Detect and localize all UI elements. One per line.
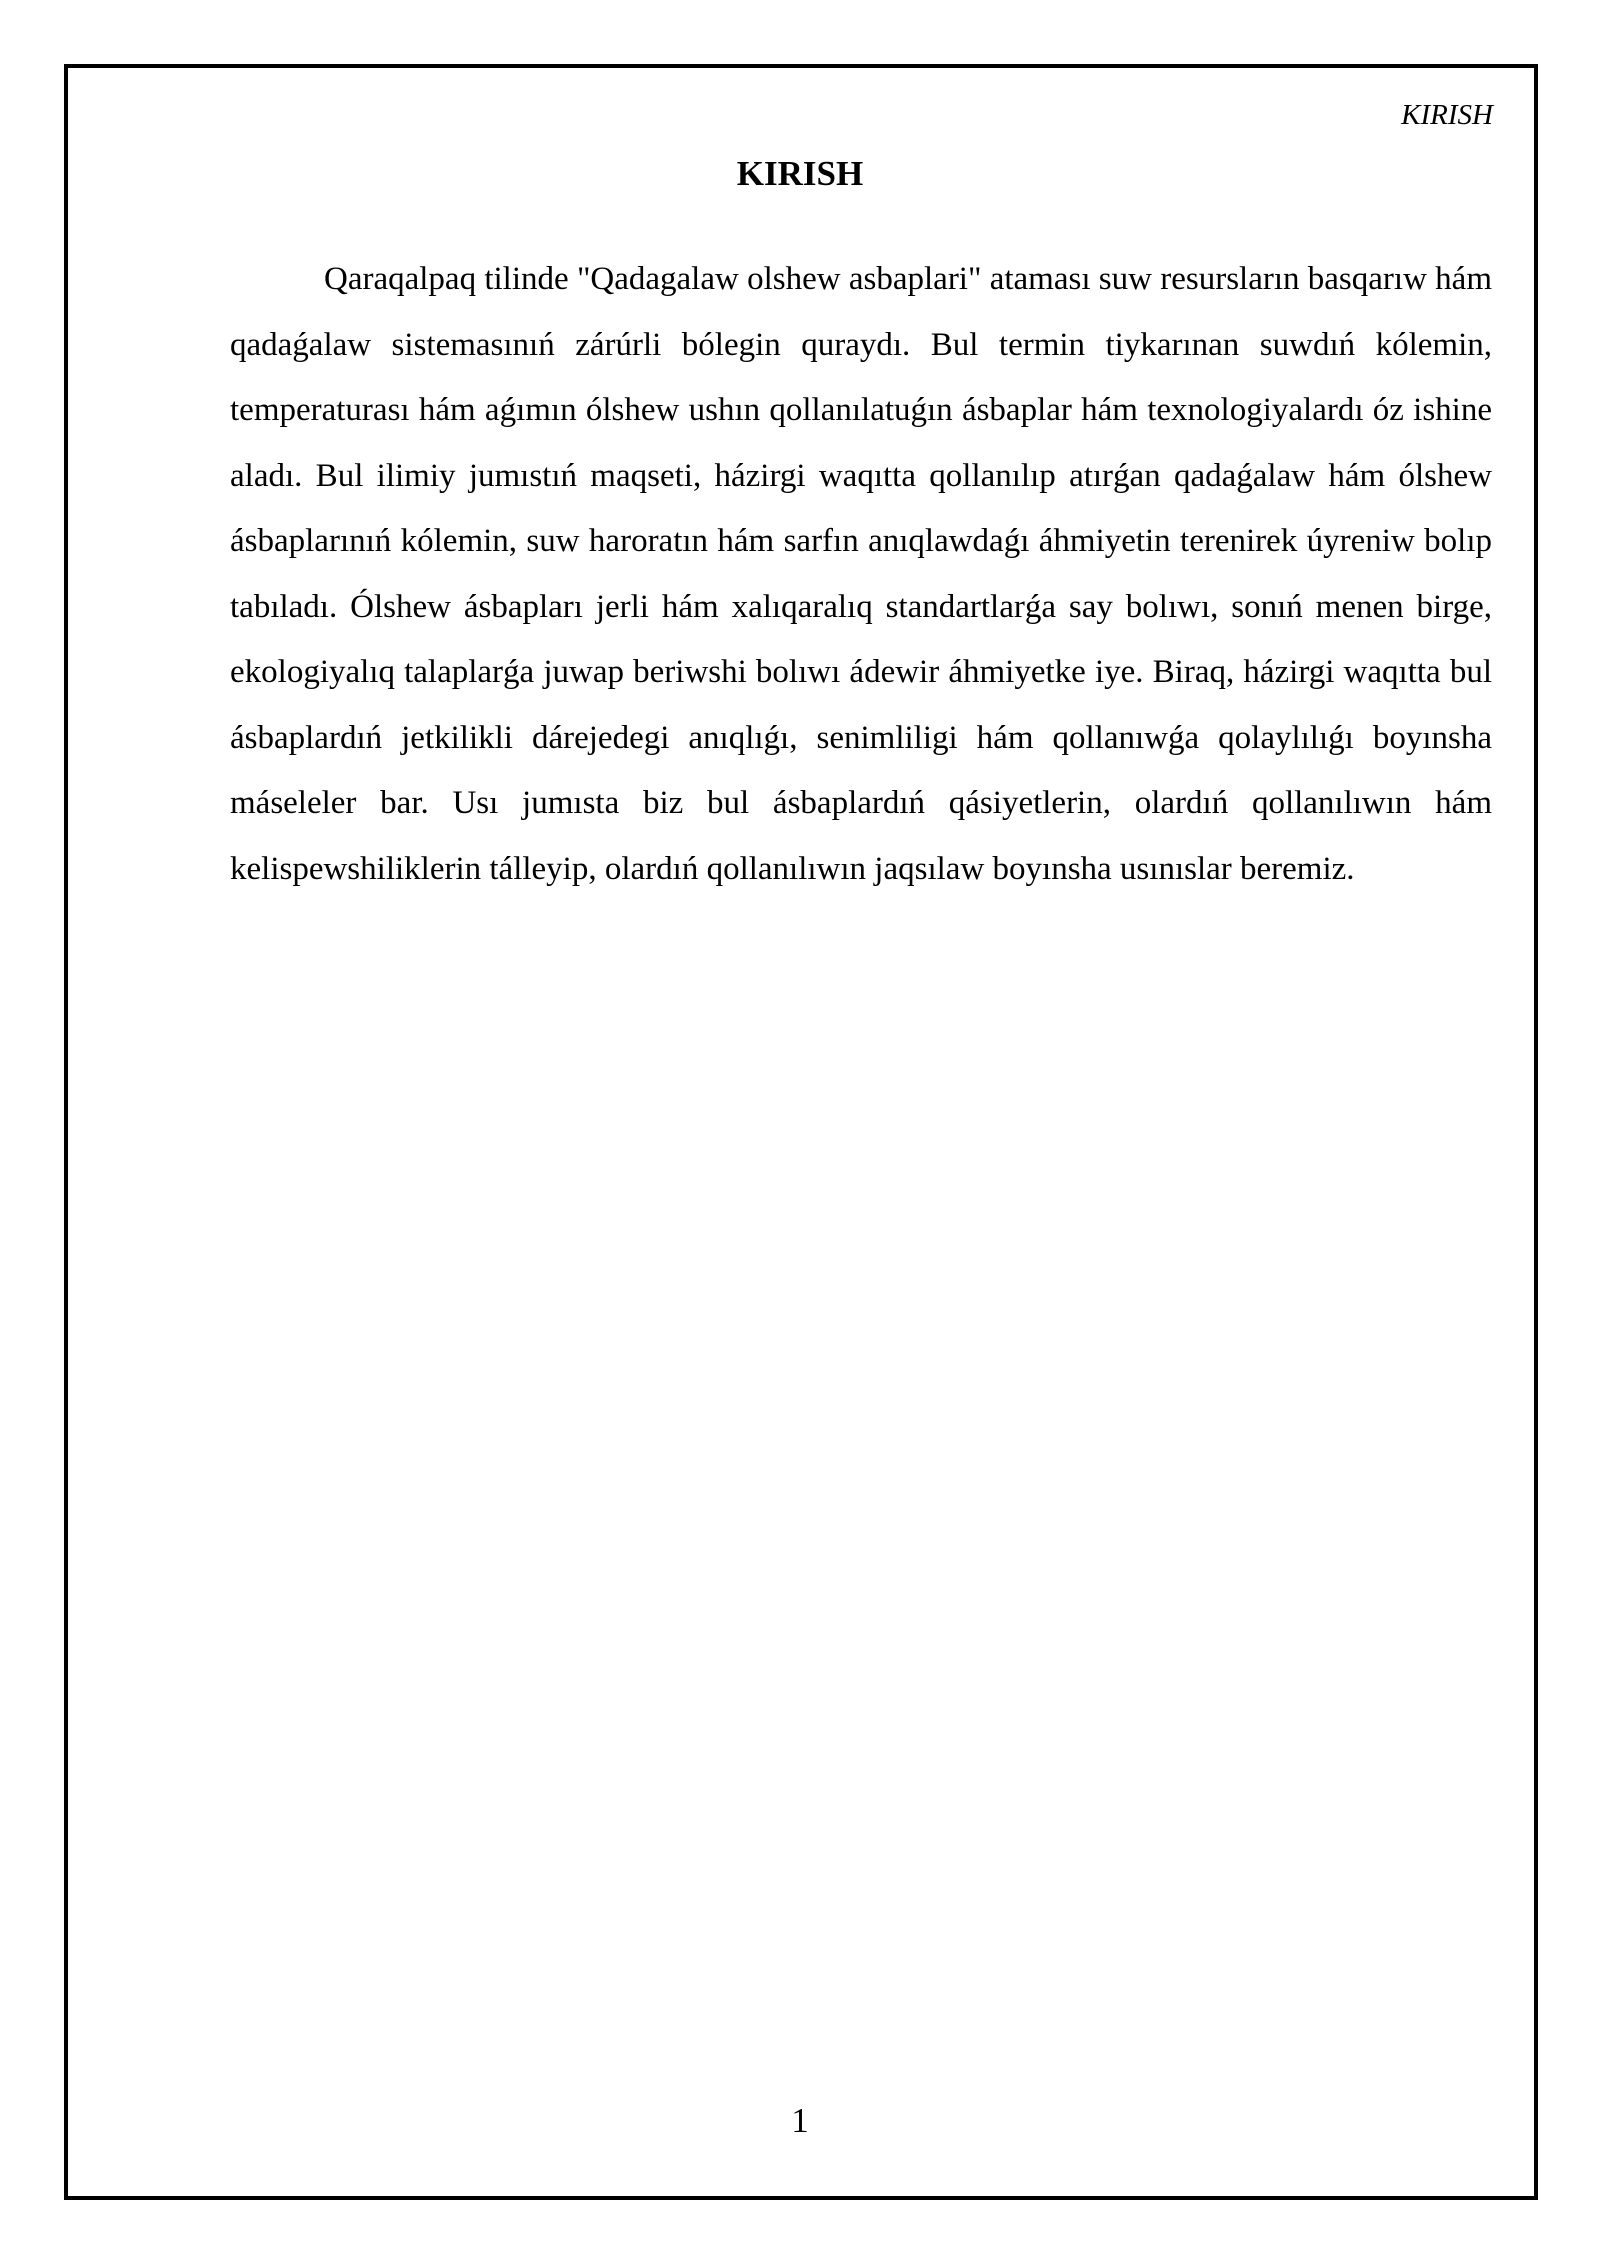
body-paragraph: Qaraqalpaq tilinde "Qadagalaw olshew asbaplari" ataması suw resursların basqarıw hám qadaǵalaw sistemasınıń zárúrli bólegin quraydı. Bul termin tiykarınan suwdıń kólemin, temperaturası hám aǵımın ólshew ushın qollanılatuǵın ásbaplar hám texnologiyalardı óz ishine aladı. Bul ilimiy jumıstıń maqseti, házirgi waqıtta qollanılıp atırǵan qadaǵalaw hám ólshew ásbaplarınıń kólemin, suw haroratın hám sarfın anıqlawdaǵı áhmiyetin terenirek úyreniw bolıp tabıladı. Ólshew ásbapları jerli hám xalıqaralıq standartlarǵa say bolıwı, sonıń menen birge, ekologiyalıq talaplarǵa juwap beriwshi bolıwı ádewir áhmiyetke iye. Biraq, házirgi waqıtta bul ásbaplardıń jetkilikli dárejedegi anıqlıǵı, senimliligi hám qollanıwǵa qolaylılıǵı boyınsha máseleler bar. Usı jumısta biz bul ásbaplardıń qásiyetlerin, olardıń qollanılıwın hám kelispewshiliklerin tálleyip, olardıń qollanılıwın jaqsılaw boyınsha usınıslar beremiz. [230,261,1492,887]
section-title: KIRISH [736,154,864,193]
running-header: KIRISH [1401,99,1493,131]
page-number: 1 [791,2101,809,2140]
